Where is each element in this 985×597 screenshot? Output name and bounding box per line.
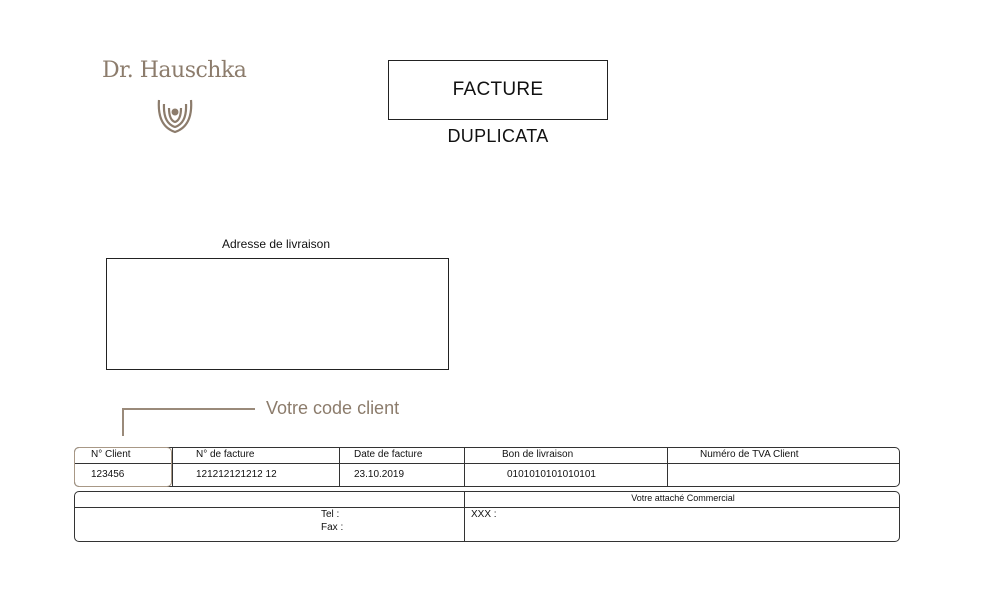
header-invoice-number: N° de facture	[196, 449, 255, 460]
brand-logo-icon	[155, 96, 195, 136]
invoice-info-table	[74, 447, 900, 487]
fax-label: Fax :	[321, 522, 344, 533]
table-divider	[75, 463, 899, 464]
column-divider	[464, 448, 465, 486]
header-vat-number: Numéro de TVA Client	[700, 449, 799, 460]
tel-label: Tel :	[321, 509, 340, 520]
contact-table	[74, 491, 900, 542]
delivery-address-label: Adresse de livraison	[221, 237, 331, 251]
table-divider	[75, 507, 899, 508]
client-number-highlight	[74, 447, 172, 487]
header-invoice-date: Date de facture	[354, 449, 423, 460]
value-delivery-note: 0101010101010101	[507, 469, 596, 480]
callout-line-horizontal	[122, 408, 255, 410]
column-divider	[667, 448, 668, 486]
document-subtitle: DUPLICATA	[447, 126, 549, 146]
value-invoice-date: 23.10.2019	[354, 469, 405, 480]
column-divider	[172, 448, 173, 486]
sales-rep-value: XXX :	[471, 509, 497, 520]
sales-rep-header: Votre attaché Commercial	[631, 493, 735, 503]
header-delivery-note: Bon de livraison	[502, 449, 574, 460]
callout-line-vertical	[122, 408, 124, 436]
value-client-number: 123456	[91, 469, 125, 480]
brand-logo-text: Dr. Hauschka	[102, 58, 247, 83]
column-divider	[339, 448, 340, 486]
header-client-number: N° Client	[91, 449, 131, 460]
value-invoice-number: 121212121212 12	[196, 469, 277, 480]
delivery-address-box	[106, 258, 449, 370]
client-code-callout: Votre code client	[266, 398, 400, 418]
document-title: FACTURE	[388, 60, 608, 120]
